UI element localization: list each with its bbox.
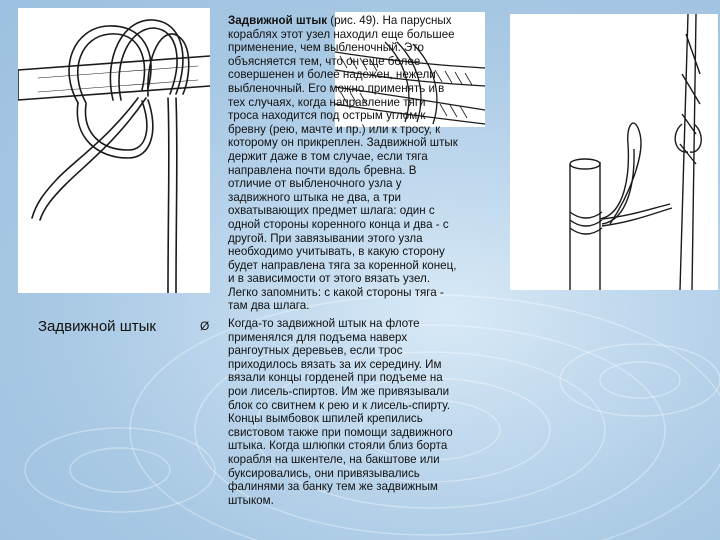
knot-on-bar-illustration bbox=[18, 8, 210, 293]
slide-caption: Задвижной штык bbox=[38, 318, 156, 335]
paragraph-body: (рис. 49). На парусных кораблях этот узел находил еще большее применение, чем выбленочный. Это объясняется тем, что он еще более совершенен и более надежен, нежели выбленочный. Его можно применять и в тех случаях, когда направление тяги троса находится под острым углом к бревну (рею, мачте и пр.) или к тросу, к которому он прикреплен. Задвижной штык держит даже в том случае, если тяга направлена почти вдоль бревна. В отличие от выбленочного узла у задвижного штыка не два, а три охватывающих предмет шлага: один с одной стороны коренного конца и два - с другой. При завязывании этого узла необходимо учитывать, в какую сторону будет направлена тяга за коренной конец, и в зависимости от этого вязать узел. Легко запомнить: с какой стороны тяга - там два шлага. bbox=[228, 14, 458, 313]
knot-description-paragraph-1 bbox=[228, 14, 504, 313]
bullet-arrow-icon: Ø bbox=[200, 319, 210, 333]
knot-on-pole-illustration bbox=[510, 14, 718, 290]
knot-description-paragraph-2: Когда-то задвижной штык на флоте применялся для подъема наверх рангоутных деревьев, если трос приходилось вязать за их середину. Им вязали концы горденей при подъеме на рои лисель-спиртов. Им же привязывали блок со свитнем к рею и к лисель-спирту. Концы вымбовок шпилей крепились свистовом также при помощи задвижного штыка. Когда шлюпки стояли близ борта корабля на шкентеле, на бакштове или буксировались, они привязывались фалинями за банку тем же задвижным штыком. bbox=[228, 317, 453, 507]
paragraph-title: Задвижной штык bbox=[228, 14, 328, 27]
